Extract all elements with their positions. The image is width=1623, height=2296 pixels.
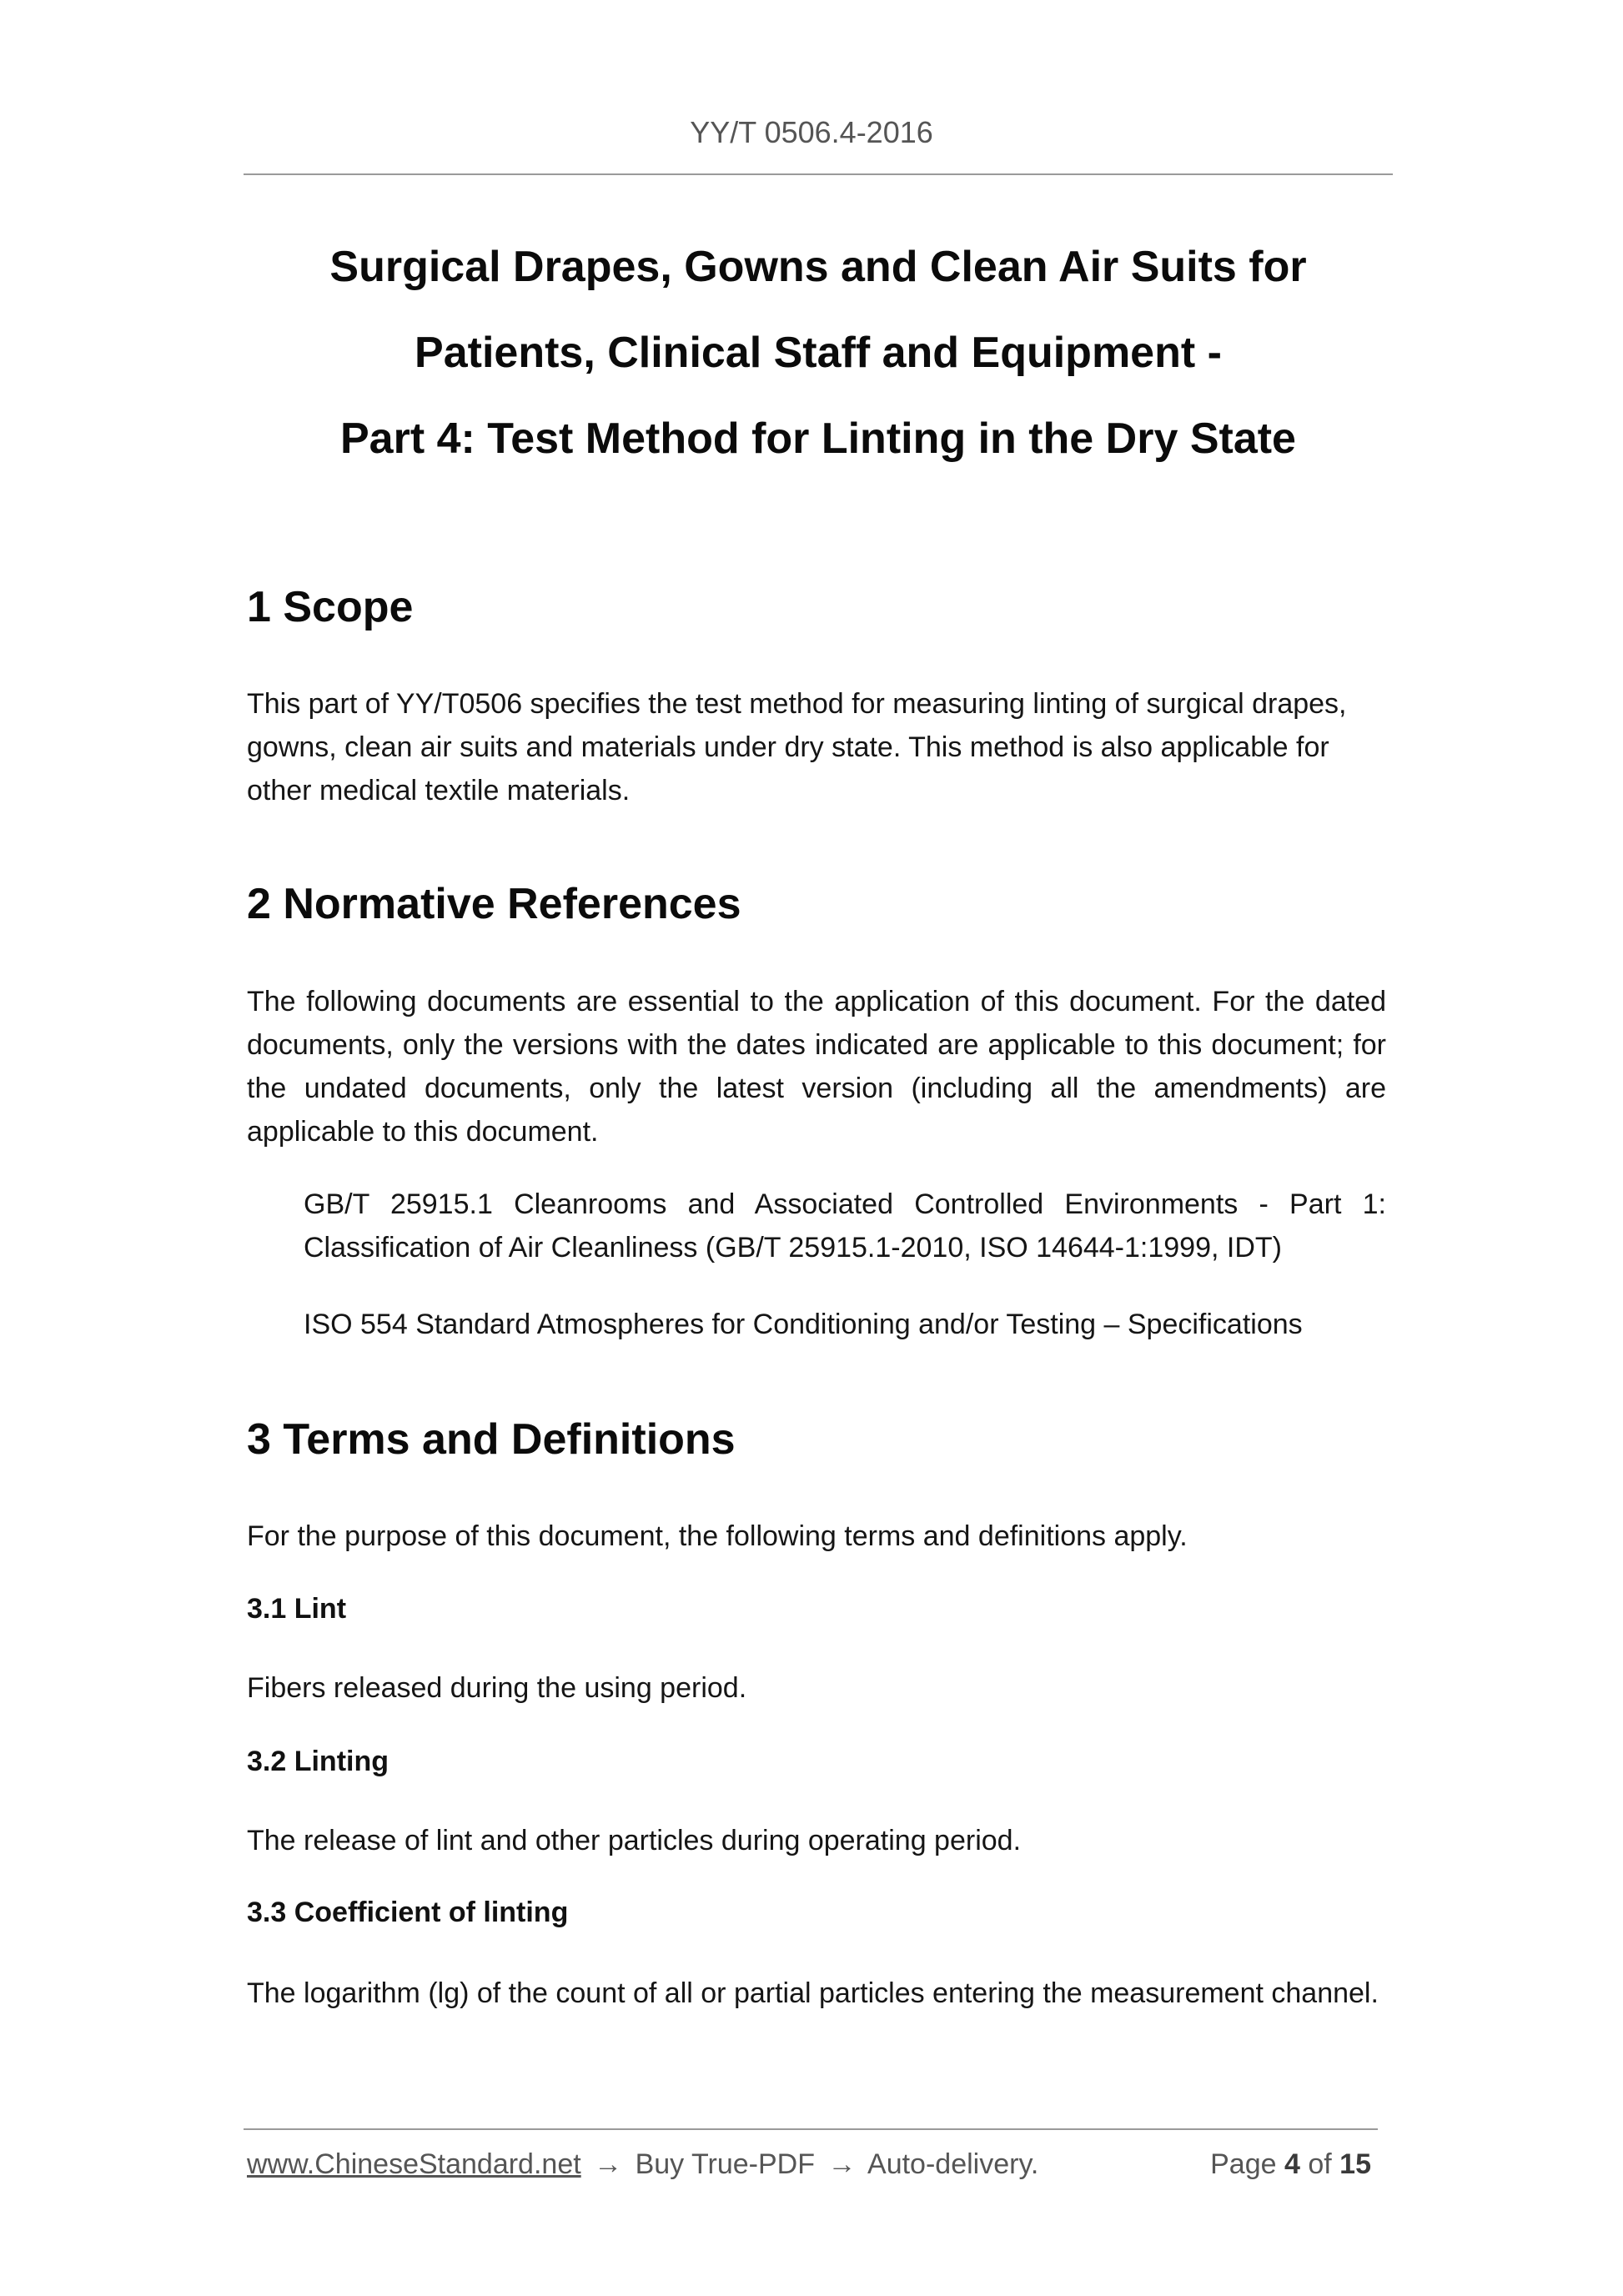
header-divider: [244, 173, 1393, 175]
buy-true-pdf-text: Buy True-PDF: [635, 2148, 815, 2180]
title-line-1: Surgical Drapes, Gowns and Clean Air Suits for: [329, 243, 1307, 291]
normative-references-paragraph: The following documents are essential to the application of this document. For the dated documents, only the versions with the dates indicated are applicable to this document; for the undated documents, only the latest version (including all the amendments) are applicable to this document.: [247, 986, 1386, 1148]
section-heading-normative-references: 2 Normative References: [247, 880, 741, 928]
footer-left: [247, 2148, 1038, 2181]
section-heading-scope: 1 Scope: [247, 583, 414, 631]
title-line-2: Patients, Clinical Staff and Equipment -: [415, 329, 1222, 377]
page-current: 4: [1284, 2148, 1300, 2180]
auto-delivery-text: Auto-delivery.: [867, 2148, 1039, 2180]
reference-item: GB/T 25915.1 Cleanrooms and Associated Controlled Environments - Part 1: Classification of Air Cleanliness (GB/T 25915.1-2010, ISO 14644-1:1999, IDT): [304, 1188, 1386, 1264]
document-code-header: YY/T 0506.4-2016: [690, 115, 933, 149]
footer-divider: [244, 2128, 1378, 2130]
chinese-standard-link[interactable]: www.ChineseStandard.net: [247, 2148, 581, 2180]
term-definition: Fibers released during the using period.: [247, 1672, 747, 1704]
term-definition: The logarithm (lg) of the count of all or partial particles entering the measurement channel.: [247, 1977, 1379, 2009]
term-definition: The release of lint and other particles during operating period.: [247, 1825, 1022, 1856]
arrow-right-icon: →: [594, 2148, 623, 2180]
arrow-right-icon: →: [827, 2148, 857, 2180]
page-footer: [247, 2148, 1386, 2190]
scope-paragraph: This part of YY/T0506 specifies the test method for measuring linting of surgical drapes, gowns, clean air suits and materials under dry state. This method is also applicable for other medical textile materials.: [247, 688, 1347, 806]
terms-intro-paragraph: For the purpose of this document, the following terms and definitions apply.: [247, 1520, 1188, 1552]
page-total: 15: [1339, 2148, 1371, 2180]
page-indicator: [1210, 2148, 1371, 2181]
term-heading: 3.3 Coefficient of linting: [247, 1897, 569, 1928]
page-label: Page: [1210, 2148, 1277, 2180]
title-line-3: Part 4: Test Method for Linting in the Dry State: [340, 414, 1296, 463]
reference-item: ISO 554 Standard Atmospheres for Conditioning and/or Testing – Specifications: [304, 1309, 1303, 1340]
term-heading: 3.1 Lint: [247, 1593, 347, 1625]
section-heading-terms-definitions: 3 Terms and Definitions: [247, 1415, 736, 1464]
page-of-label: of: [1308, 2148, 1332, 2180]
term-heading: 3.2 Linting: [247, 1746, 389, 1777]
